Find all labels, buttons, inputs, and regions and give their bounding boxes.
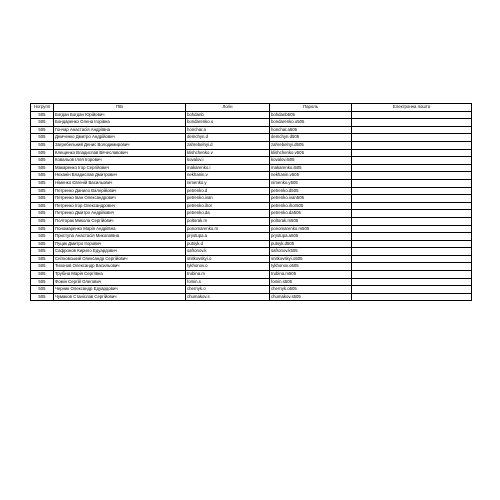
cell-email[interactable] [352,255,472,263]
cell-login[interactable]: zahrebelnyi.d [186,141,270,149]
cell-group[interactable]: 505 [31,293,54,301]
cell-name[interactable]: Макаренко Ігор Сергійович [54,164,186,172]
cell-login[interactable]: bohdanb [186,111,270,119]
cell-email[interactable] [352,187,472,195]
table-row [31,119,472,127]
cell-password[interactable]: bohdanb505 [270,111,352,119]
header-name[interactable]: ПІБ [54,104,186,112]
table-row [31,255,472,263]
table-row [31,157,472,165]
table-row [31,187,472,195]
table-row [31,164,472,172]
cell-login[interactable]: poltorak.m [186,217,270,225]
cell-login[interactable]: petrenko.ivan [186,195,270,203]
cell-email[interactable] [352,293,472,301]
cell-password[interactable]: trubina.m505 [270,271,352,279]
cell-name[interactable]: Чумаков Станіслав Сергійович [54,293,186,301]
cell-email[interactable] [352,271,472,279]
cell-login[interactable]: chernyk.o [186,286,270,294]
cell-password[interactable]: petrenko.d505 [270,187,352,195]
cell-email[interactable] [352,278,472,286]
cell-password[interactable]: nimenko.y505 [270,179,352,187]
cell-name[interactable]: Тихонов Олександр Васильович [54,263,186,271]
cell-name[interactable]: Неханін Владислав Дмитрович [54,172,186,180]
header-login[interactable]: Логін [186,104,270,112]
cell-name[interactable]: Трубіна Марія Сергіївна [54,271,186,279]
accounts-table [30,103,472,301]
cell-password[interactable]: fomin.s505 [270,278,352,286]
cell-email[interactable] [352,217,472,225]
cell-password[interactable]: putsyk.d505 [270,240,352,248]
table-row [31,248,472,256]
cell-name[interactable]: Петренко Ігор Олександрович [54,202,186,210]
cell-group[interactable]: 505 [31,255,54,263]
table-row [31,263,472,271]
cell-email[interactable] [352,111,472,119]
cell-name[interactable]: Сафронов Кирило Едуардович [54,248,186,256]
table-row [31,240,472,248]
cell-group[interactable]: 505 [31,141,54,149]
cell-password[interactable]: kovalov.i505 [270,157,352,165]
cell-login[interactable]: demchyn.d [186,134,270,142]
cell-password[interactable]: prystupa.a505 [270,233,352,241]
table-row [31,286,472,294]
cell-login[interactable]: snitkovskyi.o [186,255,270,263]
cell-group[interactable]: 505 [31,126,54,134]
cell-login[interactable]: makarenko.i [186,164,270,172]
cell-login[interactable]: prystupa.a [186,233,270,241]
header-password[interactable]: Пароль [270,104,352,112]
cell-login[interactable]: trubina.m [186,271,270,279]
cell-group[interactable]: 505 [31,217,54,225]
cell-email[interactable] [352,172,472,180]
cell-email[interactable] [352,157,472,165]
cell-group[interactable]: 505 [31,134,54,142]
cell-name[interactable]: Полторак Микола Сергійович [54,217,186,225]
cell-login[interactable]: fomin.s [186,278,270,286]
cell-email[interactable] [352,263,472,271]
cell-group[interactable]: 505 [31,111,54,119]
table-row [31,210,472,218]
cell-password[interactable]: bondarenko.o505 [270,119,352,127]
cell-group[interactable]: 505 [31,210,54,218]
cell-name[interactable]: Загребельний Денис Володимирович [54,141,186,149]
cell-email[interactable] [352,248,472,256]
cell-password[interactable]: honchar.a505 [270,126,352,134]
header-row [31,104,472,112]
cell-password[interactable]: chumakov.s505 [270,293,352,301]
cell-group[interactable]: 505 [31,240,54,248]
table-row [31,126,472,134]
table-row [31,225,472,233]
cell-login[interactable]: klishchenko.v [186,149,270,157]
cell-group[interactable]: 505 [31,263,54,271]
cell-login[interactable]: nimenko.y [186,179,270,187]
cell-group[interactable]: 505 [31,164,54,172]
cell-email[interactable] [352,202,472,210]
cell-group[interactable]: 505 [31,233,54,241]
header-email[interactable]: Електронна пошта [352,104,472,112]
table-row [31,141,472,149]
spreadsheet [30,103,471,301]
cell-name[interactable]: Пономаренко Марія Андріївна [54,225,186,233]
cell-group[interactable]: 505 [31,248,54,256]
cell-email[interactable] [352,134,472,142]
cell-login[interactable]: honchar.a [186,126,270,134]
cell-email[interactable] [352,179,472,187]
cell-password[interactable]: klishchenko.v505 [270,149,352,157]
cell-login[interactable]: nekhanin.v [186,172,270,180]
cell-login[interactable]: chumakov.s [186,293,270,301]
table-row [31,271,472,279]
cell-group[interactable]: 505 [31,187,54,195]
cell-name[interactable]: Петренко Данило Валерійович [54,187,186,195]
cell-name[interactable]: Демченко Дмитро Андрійович [54,134,186,142]
cell-group[interactable]: 505 [31,157,54,165]
cell-password[interactable]: chernyk.o505 [270,286,352,294]
cell-group[interactable]: 505 [31,179,54,187]
cell-login[interactable]: kovalov.i [186,157,270,165]
cell-password[interactable]: petrenko.ihor505 [270,202,352,210]
table-row [31,202,472,210]
cell-password[interactable]: petrenko.ivan505 [270,195,352,203]
cell-login[interactable]: tykhonov.o [186,263,270,271]
cell-group[interactable]: 505 [31,225,54,233]
cell-email[interactable] [352,149,472,157]
table-row [31,149,472,157]
cell-login[interactable]: petrenko.da [186,210,270,218]
cell-email[interactable] [352,233,472,241]
table-row [31,195,472,203]
cell-email[interactable] [352,195,472,203]
cell-name[interactable]: Петренко Дмитро Андрійович [54,210,186,218]
cell-email[interactable] [352,210,472,218]
header-group[interactable]: Ногрупп [31,104,54,112]
table-row [31,217,472,225]
cell-group[interactable]: 505 [31,149,54,157]
cell-group[interactable]: 505 [31,278,54,286]
cell-name[interactable]: Снітковський Олександр Сергійович [54,255,186,263]
cell-name[interactable]: Ковальов Ілля Ігорович [54,157,186,165]
cell-password[interactable]: tykhonov.o505 [270,263,352,271]
cell-name[interactable]: Бондаренко Олена Ігорівна [54,119,186,127]
table-row [31,278,472,286]
cell-name[interactable]: Фомін Сергій Олегович [54,278,186,286]
cell-name[interactable]: Клещенко Владислав Вячеславович [54,149,186,157]
cell-group[interactable]: 505 [31,195,54,203]
cell-login[interactable]: putsyk.d [186,240,270,248]
cell-login[interactable]: petrenko.d [186,187,270,195]
cell-name[interactable]: Петренко Іван Олександрович [54,195,186,203]
cell-login[interactable]: petrenko.ihor [186,202,270,210]
cell-group[interactable]: 505 [31,172,54,180]
cell-email[interactable] [352,225,472,233]
cell-group[interactable]: 505 [31,271,54,279]
cell-password[interactable]: poltorak.m505 [270,217,352,225]
cell-email[interactable] [352,240,472,248]
cell-login[interactable]: bondarenko.o [186,119,270,127]
table-row [31,233,472,241]
cell-name[interactable]: Німенко Євгеній Васильович [54,179,186,187]
cell-login[interactable]: ponomarenko.m [186,225,270,233]
cell-name[interactable]: Приступа Анастасія Миколаївна [54,233,186,241]
table-row [31,172,472,180]
cell-password[interactable]: petrenko.da505 [270,210,352,218]
cell-password[interactable]: snitkovskyi.o505 [270,255,352,263]
cell-password[interactable]: demchyn.d505 [270,134,352,142]
cell-group[interactable]: 505 [31,202,54,210]
cell-name[interactable]: Черник Олександр Едуардович [54,286,186,294]
cell-password[interactable]: ponomarenko.m505 [270,225,352,233]
cell-email[interactable] [352,119,472,127]
cell-password[interactable]: safronov.k505 [270,248,352,256]
cell-group[interactable]: 505 [31,286,54,294]
cell-login[interactable]: safronov.k [186,248,270,256]
cell-name[interactable]: Гончар Анастасія Андріївна [54,126,186,134]
cell-password[interactable]: makarenko.i505 [270,164,352,172]
table-row [31,111,472,119]
table-row [31,179,472,187]
cell-email[interactable] [352,164,472,172]
cell-email[interactable] [352,126,472,134]
table-row [31,134,472,142]
cell-group[interactable]: 505 [31,119,54,127]
cell-password[interactable]: nekhanin.v505 [270,172,352,180]
cell-password[interactable]: zahrebelnyi.d505 [270,141,352,149]
cell-email[interactable] [352,286,472,294]
cell-email[interactable] [352,141,472,149]
cell-name[interactable]: Богдан Богдан Юрійович [54,111,186,119]
cell-name[interactable]: Пуцик Дмитро Ігорович [54,240,186,248]
table-row [31,293,472,301]
